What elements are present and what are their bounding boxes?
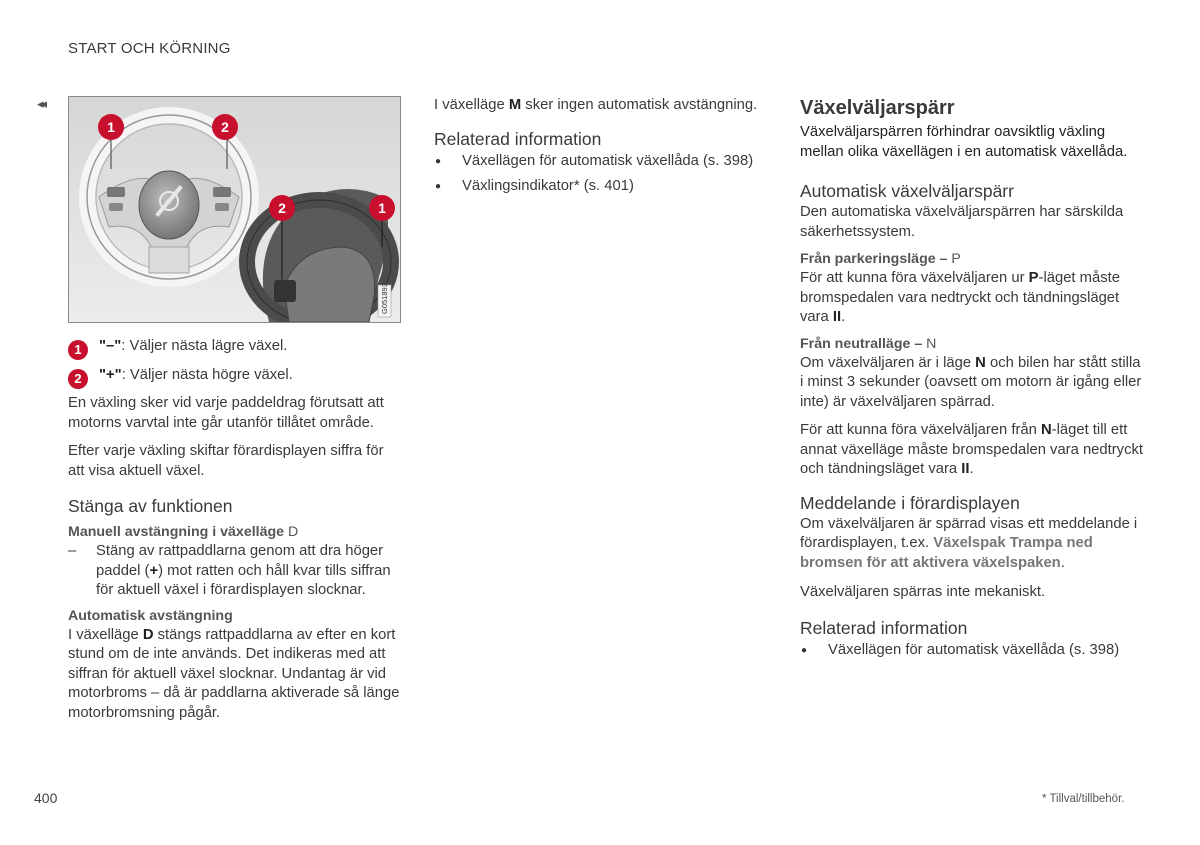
figure-code: G051893 [380,283,389,314]
heading-driver-display-message: Meddelande i förardisplayen [800,492,1020,513]
callout-item-2 [68,366,403,386]
svg-text:2: 2 [278,200,286,216]
related-link[interactable]: ● Växlingsindikator* (s. 401) [434,177,779,197]
paragraph-display: Efter varje växling skiftar förardisplayen siffra för att visa aktuell växel. [68,443,384,479]
callout-badge-2-side [269,195,295,221]
page-header: START OCH KÖRNING [68,40,231,57]
paragraph-from-park: För att kunna föra växelväljaren ur P-läget måste bromspedalen vara nedtryckt och tändningsläget vara II. [800,270,1120,325]
section-title: Växelväljarspärr [800,97,955,119]
heading-related-info: Relaterad information [434,128,602,149]
display-message-text: Växelspak Trampa ned bromsen för att aktivera växelspaken [800,535,1093,571]
paragraph-not-mechanical: Växelväljaren spärras inte mekaniskt. [800,584,1046,600]
instruction-step: – Stäng av rattpaddlarna genom att dra höger paddel (+) mot ratten och håll kvar tills siffran för aktuell växel i förardisplayen slocknar. [68,543,391,598]
callout-badge-1-side [369,195,395,221]
subheading-from-neutral: Från neutralläge – N [800,335,937,352]
column-left [68,96,403,732]
paragraph-neutral-1: Om växelväljaren är i läge N och bilen har stått stilla i minst 3 sekunder (oavsett om motorn är igång eller inte) är växelväljaren spärrad. [800,354,1142,410]
callout-badge-2-front [212,114,238,140]
callout-item-1 [68,337,403,357]
callout-key: "+" [99,366,122,383]
subheading-manual-disable: Manuell avstängning i växelläge D [68,524,299,540]
callout-text: : Väljer nästa högre växel. [121,366,293,383]
callout-number-badge: 2 [68,369,88,389]
callout-key: "–" [99,338,122,354]
paragraph-neutral-2: För att kunna föra växelväljaren från N-läget till ett annat växelläge måste bromspedalen vara nedtryckt och tändningsläget vara II. [800,422,1143,477]
related-links-list [434,152,779,197]
callout-text: : Väljer nästa lägre växel. [121,338,288,354]
page-number: 400 [34,790,58,806]
svg-text:2: 2 [221,119,229,135]
paragraph-m-mode: I växelläge M sker ingen automatisk avstängning. [434,97,758,113]
column-middle [434,96,779,203]
paragraph-shift: En växling sker vid varje paddeldrag förutsatt att motorns varvtal inte går utanför tillåtet område. [68,395,384,431]
heading-disable-function: Stänga av funktionen [68,496,233,516]
paragraph-auto-disable: I växelläge D stängs rattpaddlarna av efter en kort stund om de inte används. Det indikeras med att siffran för aktuell växel slocknar. Undantag är vid motorbroms – då är paddlarna aktiverade så länge motorbromsning pågår. [68,626,400,721]
paragraph-intro: Växelväljarspärren förhindrar oavsiktlig växling mellan olika växellägen i en automatisk växellåda. [800,124,1128,160]
related-link[interactable]: ● Växellägen för automatisk växellåda (s. 398) [434,152,779,172]
callout-number-badge: 1 [68,340,88,360]
steering-wheel-illustration [68,96,401,323]
svg-text:1: 1 [107,119,115,135]
callout-badge-1-front [98,114,124,140]
footnote: * Tillval/tillbehör. [1042,793,1125,805]
related-links-list [800,641,1145,661]
related-link[interactable]: ● Växellägen för automatisk växellåda (s. 398) [800,641,1145,661]
paragraph-display-message: Om växelväljaren är spärrad visas ett meddelande i förardisplayen, t.ex. Växelspak Trampa ned bromsen för att aktivera växelspaken. [800,515,1138,571]
svg-text:1: 1 [378,200,386,216]
heading-auto-lock: Automatisk växelväljarspärr [800,181,1014,201]
back-arrows-icon[interactable]: ◂◂ [37,96,45,111]
subheading-auto-disable: Automatisk avstängning [68,607,233,624]
heading-related-info: Relaterad information [800,617,968,638]
column-right [800,96,1145,666]
subheading-from-park: Från parkeringsläge – P [800,251,961,267]
paragraph-auto-lock: Den automatiska växelväljarspärren har särskilda säkerhetssystem. [800,204,1124,240]
